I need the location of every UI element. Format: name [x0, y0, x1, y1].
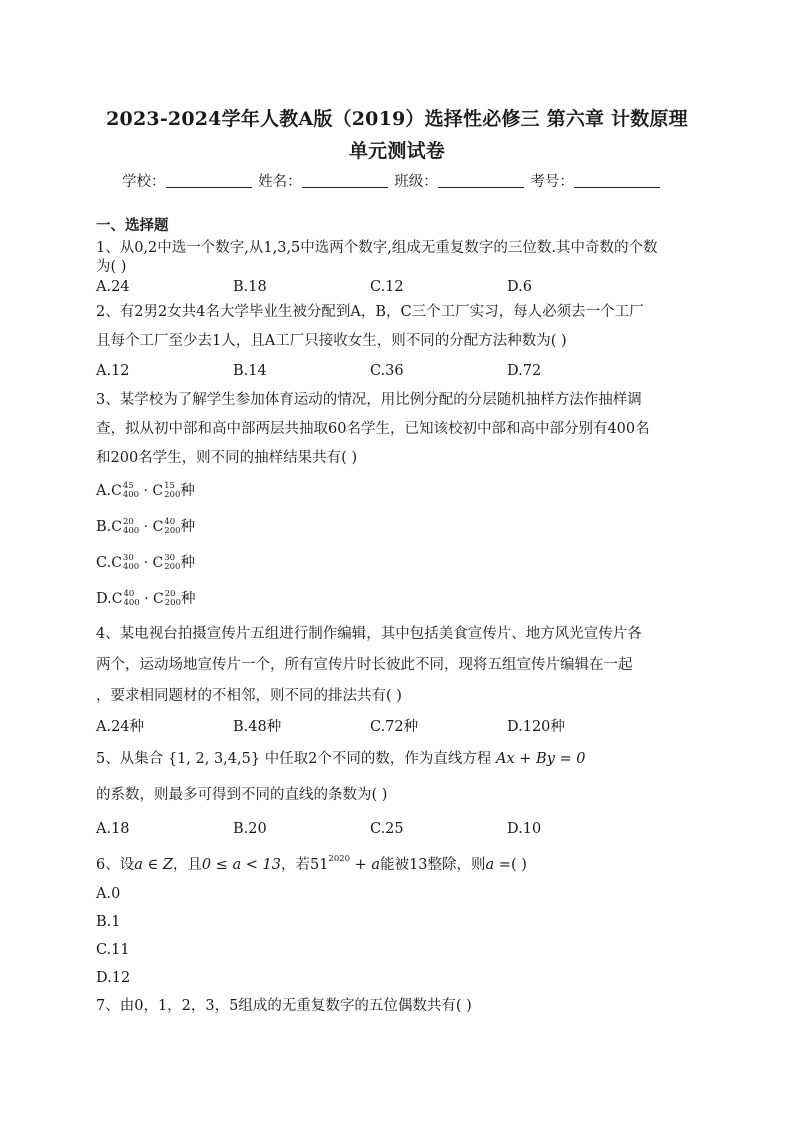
question-text: 5、从集合 {1, 2, 3,4,5} 中任取2个不同的数，作为直线方程 Ax + By = 0	[96, 751, 586, 767]
option-c[interactable]: C.11	[96, 942, 130, 958]
question-text: 两个，运动场地宣传片一个，所有宣传片时长彼此不同，现将五组宣传片编辑在一起	[96, 657, 633, 673]
line-equation: Ax + By = 0	[496, 751, 586, 767]
question-list	[96, 214, 702, 1021]
option-row	[96, 814, 702, 844]
option-row	[96, 712, 702, 742]
question-text: 2、有2男2女共4名大学毕业生被分配到A，B，C三个工厂实习，每人必须去一个工厂	[96, 304, 644, 320]
option-b[interactable]: B.48种	[233, 719, 282, 735]
option-b[interactable]: B.20	[233, 821, 267, 837]
question-7	[96, 992, 702, 1021]
question-text: 查，拟从初中部和高中部两层共抽取60名学生，已知该校初中部和高中部分别有400名	[96, 421, 650, 437]
exam-title-line1: 2023-2024学年人教A版（2019）选择性必修三 第六章 计数原理	[106, 108, 688, 130]
field-name-label: 姓名：	[258, 174, 302, 190]
question-text: ，要求相同题材的不相邻，则不同的排法共有( )	[96, 688, 402, 704]
question-5	[96, 742, 702, 844]
math-expr: 0 ≤ a < 13	[201, 857, 281, 873]
option-d[interactable]: D.72	[507, 363, 542, 379]
option-d[interactable]: D.C 40 400 · C 20 200 种	[96, 589, 196, 608]
field-number-label: 考号：	[530, 174, 574, 190]
question-text: 4、某电视台拍摄宣传片五组进行制作编辑，其中包括美食宣传片、地方风光宣传片各	[96, 626, 642, 642]
question-4	[96, 619, 702, 742]
question-1	[96, 239, 702, 298]
option-d[interactable]: D.10	[507, 821, 542, 837]
option-a[interactable]: A.C 45 400 · C 15 200 种	[96, 481, 195, 500]
option-b[interactable]: B.1	[96, 914, 121, 930]
option-b[interactable]: B.18	[233, 279, 267, 295]
option-d[interactable]: D.6	[507, 279, 532, 295]
field-class-blank[interactable]	[438, 173, 524, 188]
option-d[interactable]: D.12	[96, 970, 131, 986]
question-text: 3、某学校为了解学生参加体育运动的情况，用比例分配的分层随机抽样方法作抽样调	[96, 392, 642, 408]
option-b[interactable]: B.14	[233, 363, 267, 379]
question-text: 且每个工厂至少去1人，且A工厂只接收女生，则不同的分配方法种数为( )	[96, 333, 567, 349]
question-3	[96, 386, 702, 617]
student-info-fields	[122, 170, 682, 191]
field-number-blank[interactable]	[574, 173, 660, 188]
option-c[interactable]: C.C 30 400 · C 30 200 种	[96, 553, 195, 572]
option-a[interactable]: A.0	[96, 886, 121, 902]
option-a[interactable]: A.24	[96, 279, 130, 295]
question-text: 6、设a ∈ Z，且0 ≤ a < 13，若$51^{2020} + a$能被13整除，则a =( )	[96, 854, 527, 873]
field-name-blank[interactable]	[302, 173, 388, 188]
set-expression: {1, 2, 3,4,5}	[167, 751, 261, 767]
field-class-label: 班级：	[394, 174, 438, 190]
option-row	[96, 356, 702, 386]
option-a[interactable]: A.18	[96, 821, 130, 837]
option-a[interactable]: A.12	[96, 363, 130, 379]
math-expr: $51^{2020} + a$	[309, 854, 381, 873]
question-text: 和200名学生，则不同的抽样结果共有( )	[96, 450, 358, 466]
option-c[interactable]: C.25	[370, 821, 404, 837]
exam-title-line2: 单元测试卷	[348, 140, 445, 162]
question-text: 7、由0，1，2，3，5组成的无重复数字的五位偶数共有( )	[96, 998, 472, 1014]
question-text: 的系数，则最多可得到不同的直线的条数为( )	[96, 787, 388, 803]
option-c[interactable]: C.12	[370, 279, 404, 295]
option-a[interactable]: A.24种	[96, 719, 145, 735]
question-text: 为( )	[96, 259, 127, 275]
section-title: 一、选择题	[96, 217, 169, 234]
option-row	[96, 277, 702, 298]
question-6	[96, 844, 702, 992]
question-2	[96, 298, 702, 386]
option-b[interactable]: B.C 20 400 · C 40 200 种	[96, 517, 196, 536]
option-c[interactable]: C.72种	[370, 719, 419, 735]
option-c[interactable]: C.36	[370, 363, 404, 379]
field-school-blank[interactable]	[166, 173, 252, 188]
option-d[interactable]: D.120种	[507, 719, 565, 735]
math-expr: a ∈ Z	[134, 857, 173, 873]
question-text: 1、从0,2中选一个数字,从1,3,5中选两个数字,组成无重复数字的三位数.其中奇数的个数	[96, 240, 658, 256]
field-school-label: 学校：	[122, 174, 166, 190]
